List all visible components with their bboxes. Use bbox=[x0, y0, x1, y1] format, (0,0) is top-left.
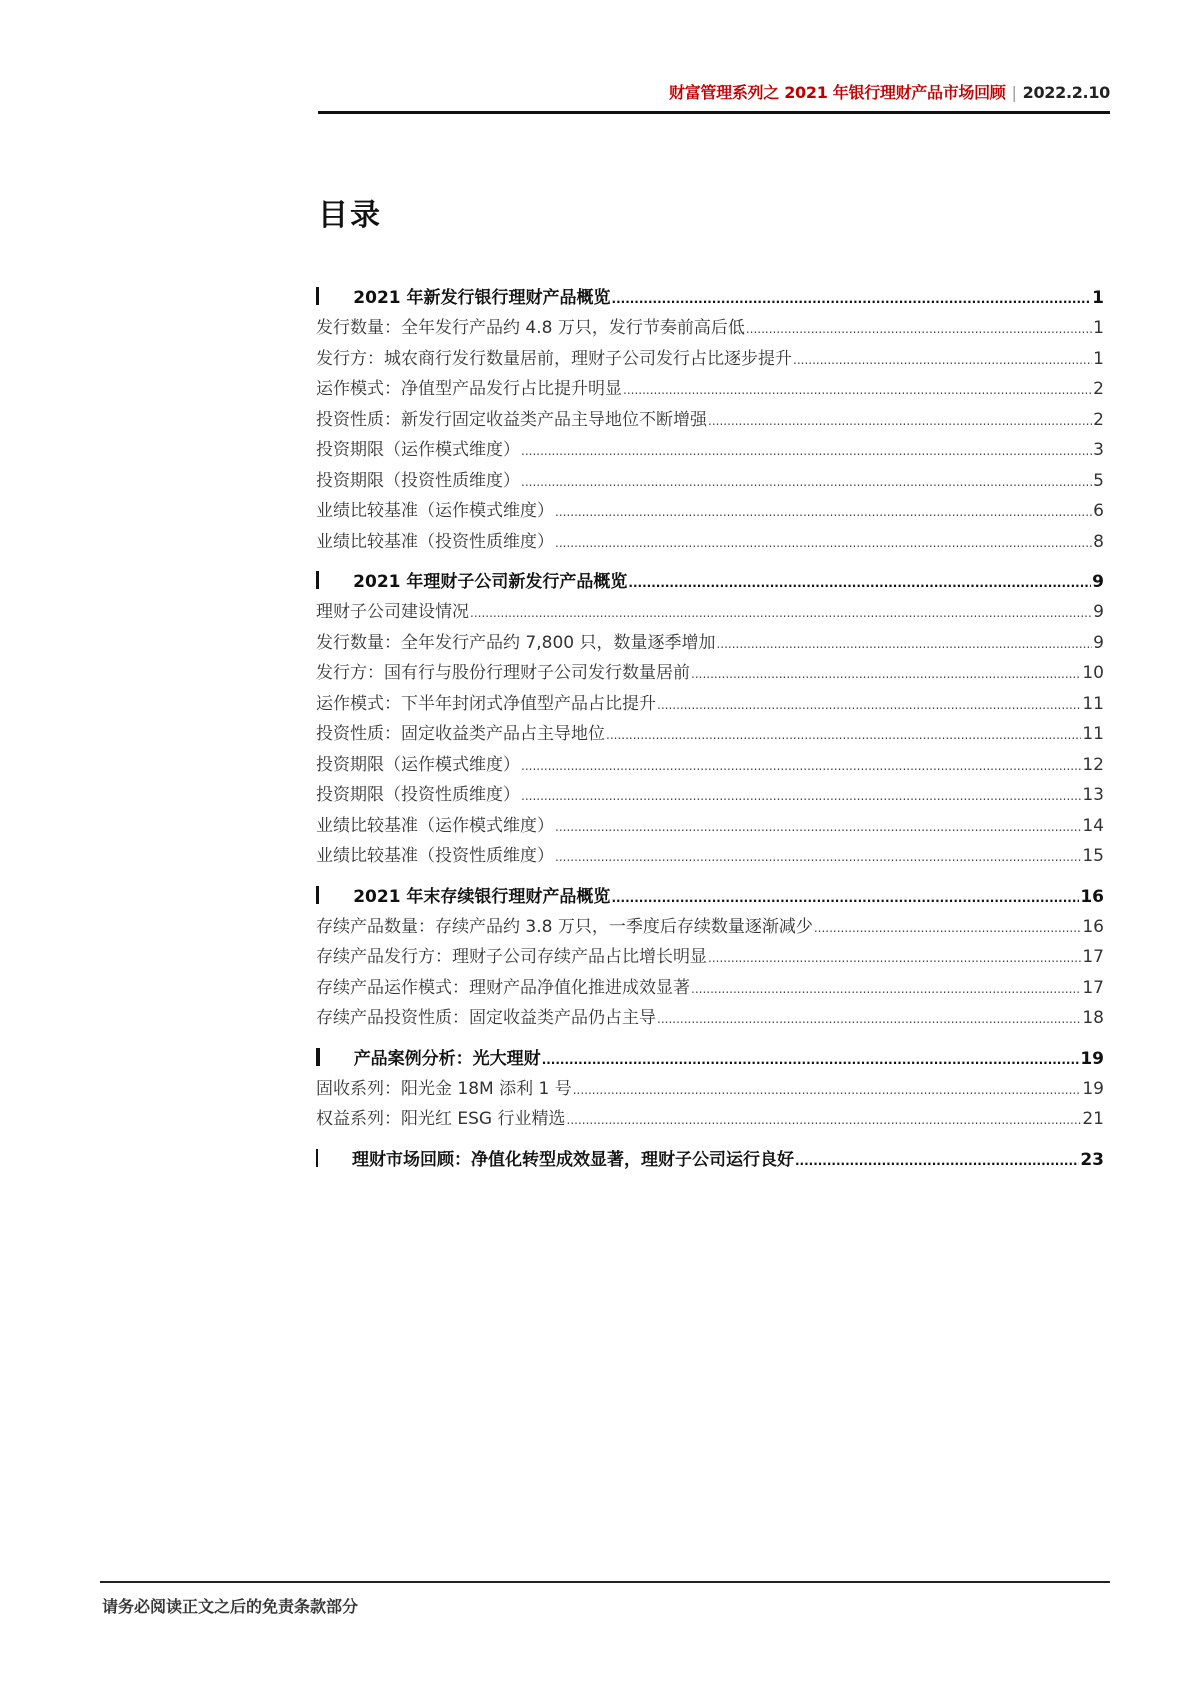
dot-leader bbox=[708, 414, 1092, 428]
toc-item-label: 业绩比较基准（运作模式维度） bbox=[316, 501, 554, 521]
toc-item-label: 投资期限（运作模式维度） bbox=[316, 754, 520, 775]
toc-heading-label: 2021 年理财子公司新发行产品概览 bbox=[353, 572, 628, 592]
table-of-contents bbox=[316, 283, 1104, 1175]
report-series-title: 财富管理系列之 2021 年银行理财产品市场回顾 bbox=[669, 83, 1006, 102]
toc-item[interactable] bbox=[316, 841, 1104, 872]
header-divider bbox=[318, 111, 1110, 114]
toc-page-number: 17 bbox=[1082, 947, 1104, 967]
toc-item-label: 业绩比较基准（投资性质维度） bbox=[316, 531, 554, 552]
toc-section-heading[interactable] bbox=[316, 567, 1104, 597]
dot-leader bbox=[555, 505, 1092, 519]
toc-page-number: 8 bbox=[1093, 531, 1104, 552]
toc-item-label: 投资性质：新发行固定收益类产品主导地位不断增强 bbox=[316, 409, 707, 430]
toc-item-label: 业绩比较基准（投资性质维度） bbox=[316, 846, 554, 866]
section-bar-icon bbox=[316, 886, 319, 904]
toc-item-label: 发行数量：全年发行产品约 4.8 万只，发行节奏前高后低 bbox=[316, 318, 745, 338]
toc-item-label: 发行方：国有行与股份行理财子公司发行数量居前 bbox=[316, 663, 690, 683]
toc-page-number: 3 bbox=[1093, 440, 1104, 460]
dot-leader bbox=[628, 576, 1091, 590]
toc-item-label: 运作模式：下半年封闭式净值型产品占比提升 bbox=[316, 693, 656, 714]
dot-leader bbox=[657, 698, 1081, 712]
toc-page-number: 1 bbox=[1093, 318, 1104, 338]
toc-section-heading[interactable] bbox=[316, 882, 1104, 912]
toc-item[interactable] bbox=[316, 597, 1104, 628]
toc-page-number: 23 bbox=[1080, 1149, 1104, 1170]
toc-heading-label: 产品案例分析：光大理财 bbox=[353, 1048, 541, 1069]
section-bar-icon bbox=[316, 287, 319, 305]
toc-page-number: 16 bbox=[1082, 916, 1104, 937]
dot-leader bbox=[716, 637, 1092, 651]
toc-page-number: 1 bbox=[1092, 288, 1104, 308]
toc-page-number: 10 bbox=[1082, 663, 1104, 683]
toc-item-label: 运作模式：净值型产品发行占比提升明显 bbox=[316, 379, 622, 399]
toc-page-number: 6 bbox=[1093, 501, 1104, 521]
toc-item[interactable] bbox=[316, 1074, 1104, 1105]
dot-leader bbox=[555, 536, 1092, 550]
toc-page-number: 14 bbox=[1082, 815, 1104, 836]
dot-leader bbox=[567, 1113, 1082, 1127]
toc-item-label: 投资期限（投资性质维度） bbox=[316, 785, 520, 805]
dot-leader bbox=[623, 383, 1092, 397]
toc-page-number: 19 bbox=[1082, 1078, 1104, 1099]
toc-section-heading[interactable] bbox=[316, 1145, 1104, 1175]
toc-page-number: 16 bbox=[1080, 886, 1104, 907]
page-title: 目录 bbox=[318, 198, 382, 233]
toc-page-number: 9 bbox=[1093, 602, 1104, 622]
toc-section-heading[interactable] bbox=[316, 1044, 1104, 1074]
dot-leader bbox=[793, 353, 1092, 367]
dot-leader bbox=[814, 921, 1082, 935]
toc-item[interactable] bbox=[316, 374, 1104, 405]
dot-leader bbox=[573, 1083, 1082, 1097]
dot-leader bbox=[795, 1154, 1079, 1168]
toc-item[interactable] bbox=[316, 435, 1104, 466]
toc-page-number: 9 bbox=[1092, 572, 1104, 592]
dot-leader bbox=[521, 759, 1081, 773]
toc-item[interactable] bbox=[316, 313, 1104, 344]
toc-page-number: 19 bbox=[1080, 1048, 1104, 1069]
toc-item-label: 理财子公司建设情况 bbox=[316, 602, 469, 622]
toc-item-label: 业绩比较基准（运作模式维度） bbox=[316, 815, 554, 836]
dot-leader bbox=[691, 667, 1081, 681]
toc-item[interactable] bbox=[316, 689, 1104, 720]
toc-page-number: 2 bbox=[1093, 409, 1104, 430]
toc-page-number: 21 bbox=[1082, 1109, 1104, 1129]
toc-item[interactable] bbox=[316, 1104, 1104, 1135]
toc-item[interactable] bbox=[316, 942, 1104, 973]
toc-item[interactable] bbox=[316, 405, 1104, 436]
toc-item-label: 发行方：城农商行发行数量居前，理财子公司发行占比逐步提升 bbox=[316, 348, 792, 369]
toc-section-heading[interactable] bbox=[316, 283, 1104, 313]
toc-item-label: 存续产品发行方：理财子公司存续产品占比增长明显 bbox=[316, 947, 707, 967]
toc-page-number: 15 bbox=[1082, 846, 1104, 866]
toc-heading-label: 2021 年新发行银行理财产品概览 bbox=[353, 288, 611, 308]
toc-heading-label: 理财市场回顾：净值化转型成效显著，理财子公司运行良好 bbox=[351, 1149, 794, 1170]
toc-item[interactable] bbox=[316, 750, 1104, 781]
toc-item[interactable] bbox=[316, 1003, 1104, 1034]
footer-divider bbox=[100, 1581, 1110, 1583]
toc-page-number: 2 bbox=[1093, 379, 1104, 399]
toc-page-number: 17 bbox=[1082, 977, 1104, 998]
dot-leader bbox=[606, 728, 1081, 742]
section-bar-icon bbox=[316, 1149, 318, 1167]
footer-disclaimer: 请务必阅读正文之后的免责条款部分 bbox=[102, 1597, 359, 1616]
toc-item[interactable] bbox=[316, 780, 1104, 811]
toc-item-label: 存续产品投资性质：固定收益类产品仍占主导 bbox=[316, 1008, 656, 1028]
toc-item[interactable] bbox=[316, 811, 1104, 842]
toc-page-number: 18 bbox=[1082, 1008, 1104, 1028]
toc-page-number: 13 bbox=[1082, 785, 1104, 805]
toc-page-number: 9 bbox=[1093, 632, 1104, 653]
dot-leader bbox=[657, 1012, 1081, 1026]
toc-item[interactable] bbox=[316, 658, 1104, 689]
toc-heading-label: 2021 年末存续银行理财产品概览 bbox=[353, 886, 611, 907]
dot-leader bbox=[542, 1053, 1080, 1067]
dot-leader bbox=[555, 850, 1081, 864]
dot-leader bbox=[521, 444, 1092, 458]
toc-page-number: 12 bbox=[1082, 754, 1104, 775]
toc-item[interactable] bbox=[316, 466, 1104, 497]
toc-page-number: 5 bbox=[1093, 470, 1104, 491]
toc-page-number: 1 bbox=[1093, 348, 1104, 369]
toc-item[interactable] bbox=[316, 527, 1104, 558]
dot-leader bbox=[746, 322, 1092, 336]
dot-leader bbox=[612, 292, 1092, 306]
dot-leader bbox=[555, 820, 1081, 834]
section-bar-icon bbox=[316, 1048, 320, 1066]
toc-item-label: 投资期限（投资性质维度） bbox=[316, 470, 520, 491]
toc-item[interactable] bbox=[316, 973, 1104, 1004]
dot-leader bbox=[708, 951, 1081, 965]
toc-item-label: 发行数量：全年发行产品约 7,800 只，数量逐季增加 bbox=[316, 632, 716, 653]
dot-leader bbox=[470, 606, 1092, 620]
dot-leader bbox=[521, 475, 1092, 489]
report-date: 2022.2.10 bbox=[1022, 83, 1110, 102]
header-separator: | bbox=[1011, 83, 1017, 102]
toc-item[interactable] bbox=[316, 628, 1104, 659]
toc-item-label: 存续产品数量：存续产品约 3.8 万只，一季度后存续数量逐渐减少 bbox=[316, 916, 813, 937]
page-header bbox=[318, 82, 1110, 104]
toc-item-label: 投资期限（运作模式维度） bbox=[316, 440, 520, 460]
toc-item-label: 投资性质：固定收益类产品占主导地位 bbox=[316, 724, 605, 744]
dot-leader bbox=[611, 891, 1079, 905]
section-bar-icon bbox=[316, 571, 319, 589]
dot-leader bbox=[691, 982, 1081, 996]
toc-page-number: 11 bbox=[1082, 693, 1104, 714]
toc-page-number: 11 bbox=[1082, 724, 1104, 744]
toc-item-label: 固收系列：阳光金 18M 添利 1 号 bbox=[316, 1078, 572, 1099]
toc-item-label: 权益系列：阳光红 ESG 行业精选 bbox=[316, 1109, 566, 1129]
dot-leader bbox=[521, 789, 1081, 803]
toc-item[interactable] bbox=[316, 912, 1104, 943]
toc-item-label: 存续产品运作模式：理财产品净值化推进成效显著 bbox=[316, 977, 690, 998]
toc-item[interactable] bbox=[316, 496, 1104, 527]
toc-item[interactable] bbox=[316, 719, 1104, 750]
toc-item[interactable] bbox=[316, 344, 1104, 375]
